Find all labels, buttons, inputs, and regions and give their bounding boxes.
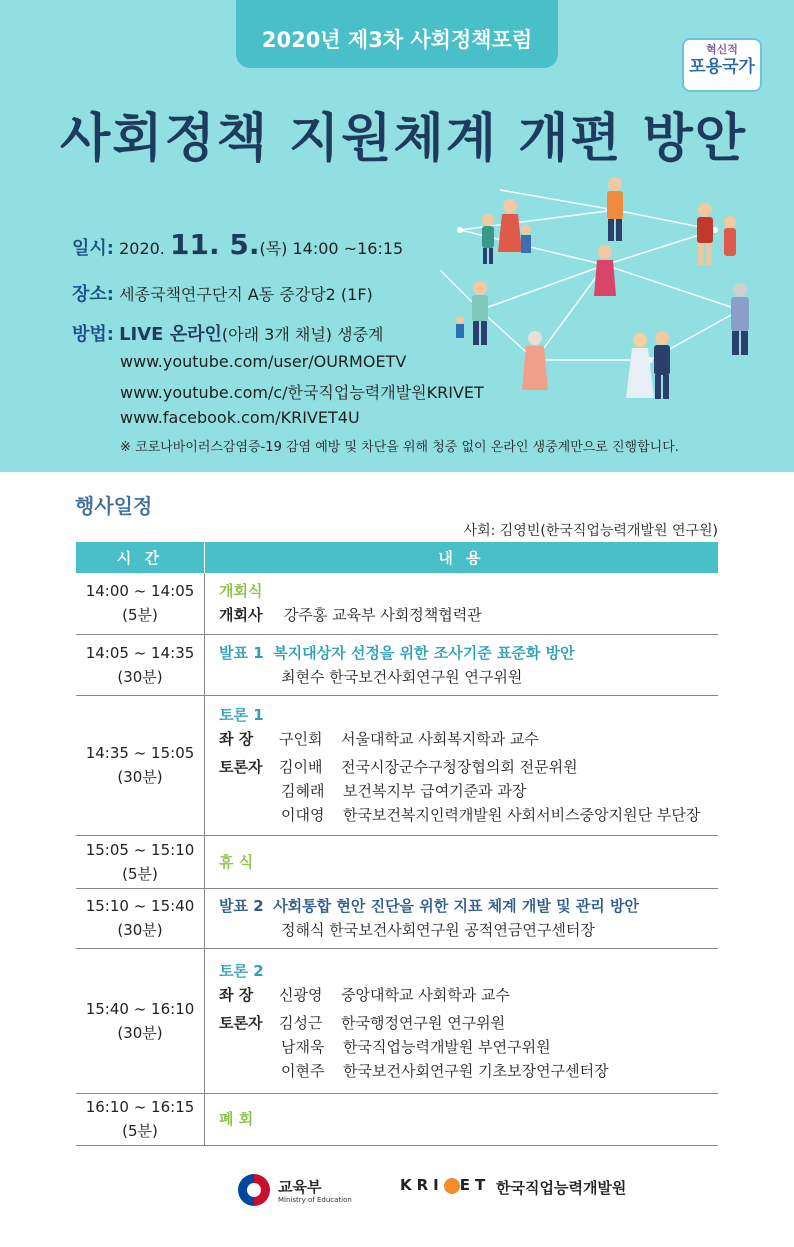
date-big: 11. 5.: [169, 228, 260, 261]
date-line: [72, 228, 403, 261]
table-row: [76, 948, 718, 1093]
affiliation: 서울대학교 사회복지학과 교수: [341, 730, 539, 748]
affiliation: 보건복지부 급여기준과 과장: [343, 782, 527, 800]
time-range: 14:05 ~ 14:35: [85, 643, 195, 662]
taegeuk-icon: [238, 1174, 270, 1206]
row-heading: 폐 회: [219, 1110, 254, 1128]
affiliation: 한국보건사회연구원 기초보장연구센터장: [343, 1061, 609, 1080]
person-name: 남재욱: [281, 1037, 325, 1056]
row-heading: 휴 식: [219, 852, 254, 871]
row-content: [205, 888, 719, 948]
row-content: [205, 573, 719, 634]
place-line: [72, 280, 373, 306]
hero-banner: [0, 0, 794, 472]
method-line: [72, 320, 383, 346]
moe-name-ko: 교육부: [278, 1178, 322, 1196]
main-title: 사회정책 지원체계 개편 방안: [60, 109, 748, 169]
time-range: 15:05 ~ 15:10: [85, 840, 195, 859]
row-time: [76, 835, 205, 888]
row-heading: 개회식: [219, 582, 263, 601]
discussant-line: [219, 755, 718, 779]
host-text: 사회: 김영빈(한국직업능력개발원 연구원): [463, 523, 718, 539]
date-label: 일시:: [72, 238, 114, 259]
row-content: [205, 948, 719, 1093]
time-range: 15:40 ~ 16:10: [85, 999, 195, 1018]
person-name: 김이배: [279, 758, 323, 776]
row-content: [205, 1093, 719, 1145]
role-label: 좌 장: [219, 730, 254, 748]
time-range: 15:10 ~ 15:40: [85, 897, 195, 915]
time-range: 14:35 ~ 15:05: [85, 744, 195, 762]
place-label: 장소:: [72, 284, 114, 305]
schedule-table: [76, 542, 718, 1146]
role-label: 토론자: [219, 1013, 263, 1032]
affiliation: 한국보건복지인력개발원 사회서비스중앙지원단 부단장: [343, 806, 701, 824]
table-row: [76, 835, 718, 888]
row-time: [76, 634, 205, 695]
url-facebook-krivet[interactable]: www.facebook.com/KRIVET4U: [120, 408, 360, 427]
discussant-line: [219, 1035, 718, 1059]
duration: (5분): [122, 606, 158, 625]
discussant-line: [219, 803, 718, 827]
person-name: 구인회: [279, 730, 323, 748]
table-row: [76, 573, 718, 634]
affiliation: 전국시장군수구청장협의회 전문위원: [341, 758, 578, 776]
speaker-text: 최현수 한국보건사회연구원 연구위원: [281, 667, 523, 686]
family-network-illustration: [440, 170, 780, 420]
presentation-label: 발표 1: [219, 643, 264, 662]
row-time: [76, 948, 205, 1093]
col-content-header: 내 용: [205, 542, 719, 573]
date-suffix: (목) 14:00 ~16:15: [259, 239, 404, 258]
discussant-line: [219, 1011, 718, 1035]
method-label: 방법:: [72, 324, 114, 345]
affiliation: 중앙대학교 사회학과 교수: [341, 985, 510, 1004]
row-time: [76, 695, 205, 835]
table-row: [76, 695, 718, 835]
presentation-title: 사회통합 현안 진단을 위한 지표 체계 개발 및 관리 방안: [273, 897, 639, 915]
krivet-name-ko: 한국직업능력개발원: [496, 1179, 627, 1197]
schedule-title: 행사일정: [75, 494, 153, 518]
row-time: [76, 888, 205, 948]
time-range: 14:00 ~ 14:05: [85, 582, 195, 601]
krivet-logo: [400, 1176, 490, 1194]
row-heading: 토론 1: [219, 706, 264, 724]
method-rest: (아래 3개 채널) 생중계: [221, 325, 384, 344]
moe-name-en: Ministry of Education: [278, 1196, 352, 1204]
footer-logos: [0, 1168, 794, 1208]
method-live: LIVE 온라인: [119, 324, 222, 345]
place-text: 세종국책연구단지 A동 중강당2 (1F): [119, 285, 373, 304]
url-youtube-krivet[interactable]: www.youtube.com/c/한국직업능력개발원KRIVET: [120, 383, 484, 402]
row-line: [219, 603, 718, 627]
table-header-row: [76, 542, 718, 573]
row-content: [205, 695, 719, 835]
moe-logo: [238, 1174, 378, 1208]
affiliation: 한국직업능력개발원 부연구위원: [343, 1037, 551, 1056]
duration: (30분): [117, 667, 163, 686]
chair-line: [219, 727, 718, 751]
krivet-v-icon: [444, 1178, 460, 1194]
row-heading: [219, 894, 718, 918]
row-content: [205, 835, 719, 888]
url-youtube-moe[interactable]: www.youtube.com/user/OURMOETV: [120, 352, 407, 371]
duration: (30분): [117, 1023, 163, 1042]
presentation-label: 발표 2: [219, 897, 264, 915]
table-row: [76, 634, 718, 695]
discussant-line: [219, 779, 718, 803]
row-heading: 토론 2: [219, 961, 264, 980]
discussant-line: [219, 1059, 718, 1083]
person-name: 김혜래: [281, 782, 325, 800]
date-prefix: 2020.: [119, 239, 165, 258]
col-time-header: 시 간: [76, 542, 205, 573]
speaker-text: 강주홍 교육부 사회정책협력관: [283, 606, 482, 625]
chair-line: [219, 983, 718, 1007]
duration: (5분): [122, 864, 158, 883]
role-label: 좌 장: [219, 985, 254, 1004]
badge-big-text: 포용국가: [689, 57, 755, 77]
presentation-title: 복지대상자 선정을 위한 조사기준 표준화 방안: [273, 643, 575, 662]
duration: (5분): [122, 1122, 158, 1140]
covid-note: ※ 코로나바이러스감염증-19 감염 예방 및 차단을 위해 청중 없이 온라인 생중계만으로 진행합니다.: [120, 440, 679, 455]
row-content: [205, 634, 719, 695]
person-name: 이대영: [281, 806, 325, 824]
krivet-text-a: KRI: [400, 1176, 444, 1194]
time-range: 16:10 ~ 16:15: [85, 1098, 195, 1116]
table-row: [76, 1093, 718, 1145]
table-row: [76, 888, 718, 948]
person-name: 김성근: [279, 1013, 323, 1032]
badge-small-text: 혁신적: [706, 43, 738, 56]
krivet-text-b: ET: [459, 1176, 491, 1194]
affiliation: 한국행정연구원 연구위원: [341, 1013, 506, 1032]
duration: (30분): [117, 921, 163, 939]
person-name: 이현주: [281, 1061, 325, 1080]
speaker-text: 정해식 한국보건사회연구원 공적연금연구센터장: [281, 921, 595, 939]
forum-title-tab: 2020년 제3차 사회정책포럼: [236, 0, 558, 68]
duration: (30분): [117, 768, 163, 786]
inclusive-nation-badge: [682, 38, 762, 92]
role-label: 개회사: [219, 606, 263, 625]
person-name: 신광영: [279, 985, 323, 1004]
row-time: [76, 1093, 205, 1145]
row-heading: [219, 641, 718, 665]
role-label: 토론자: [219, 758, 263, 776]
row-time: [76, 573, 205, 634]
